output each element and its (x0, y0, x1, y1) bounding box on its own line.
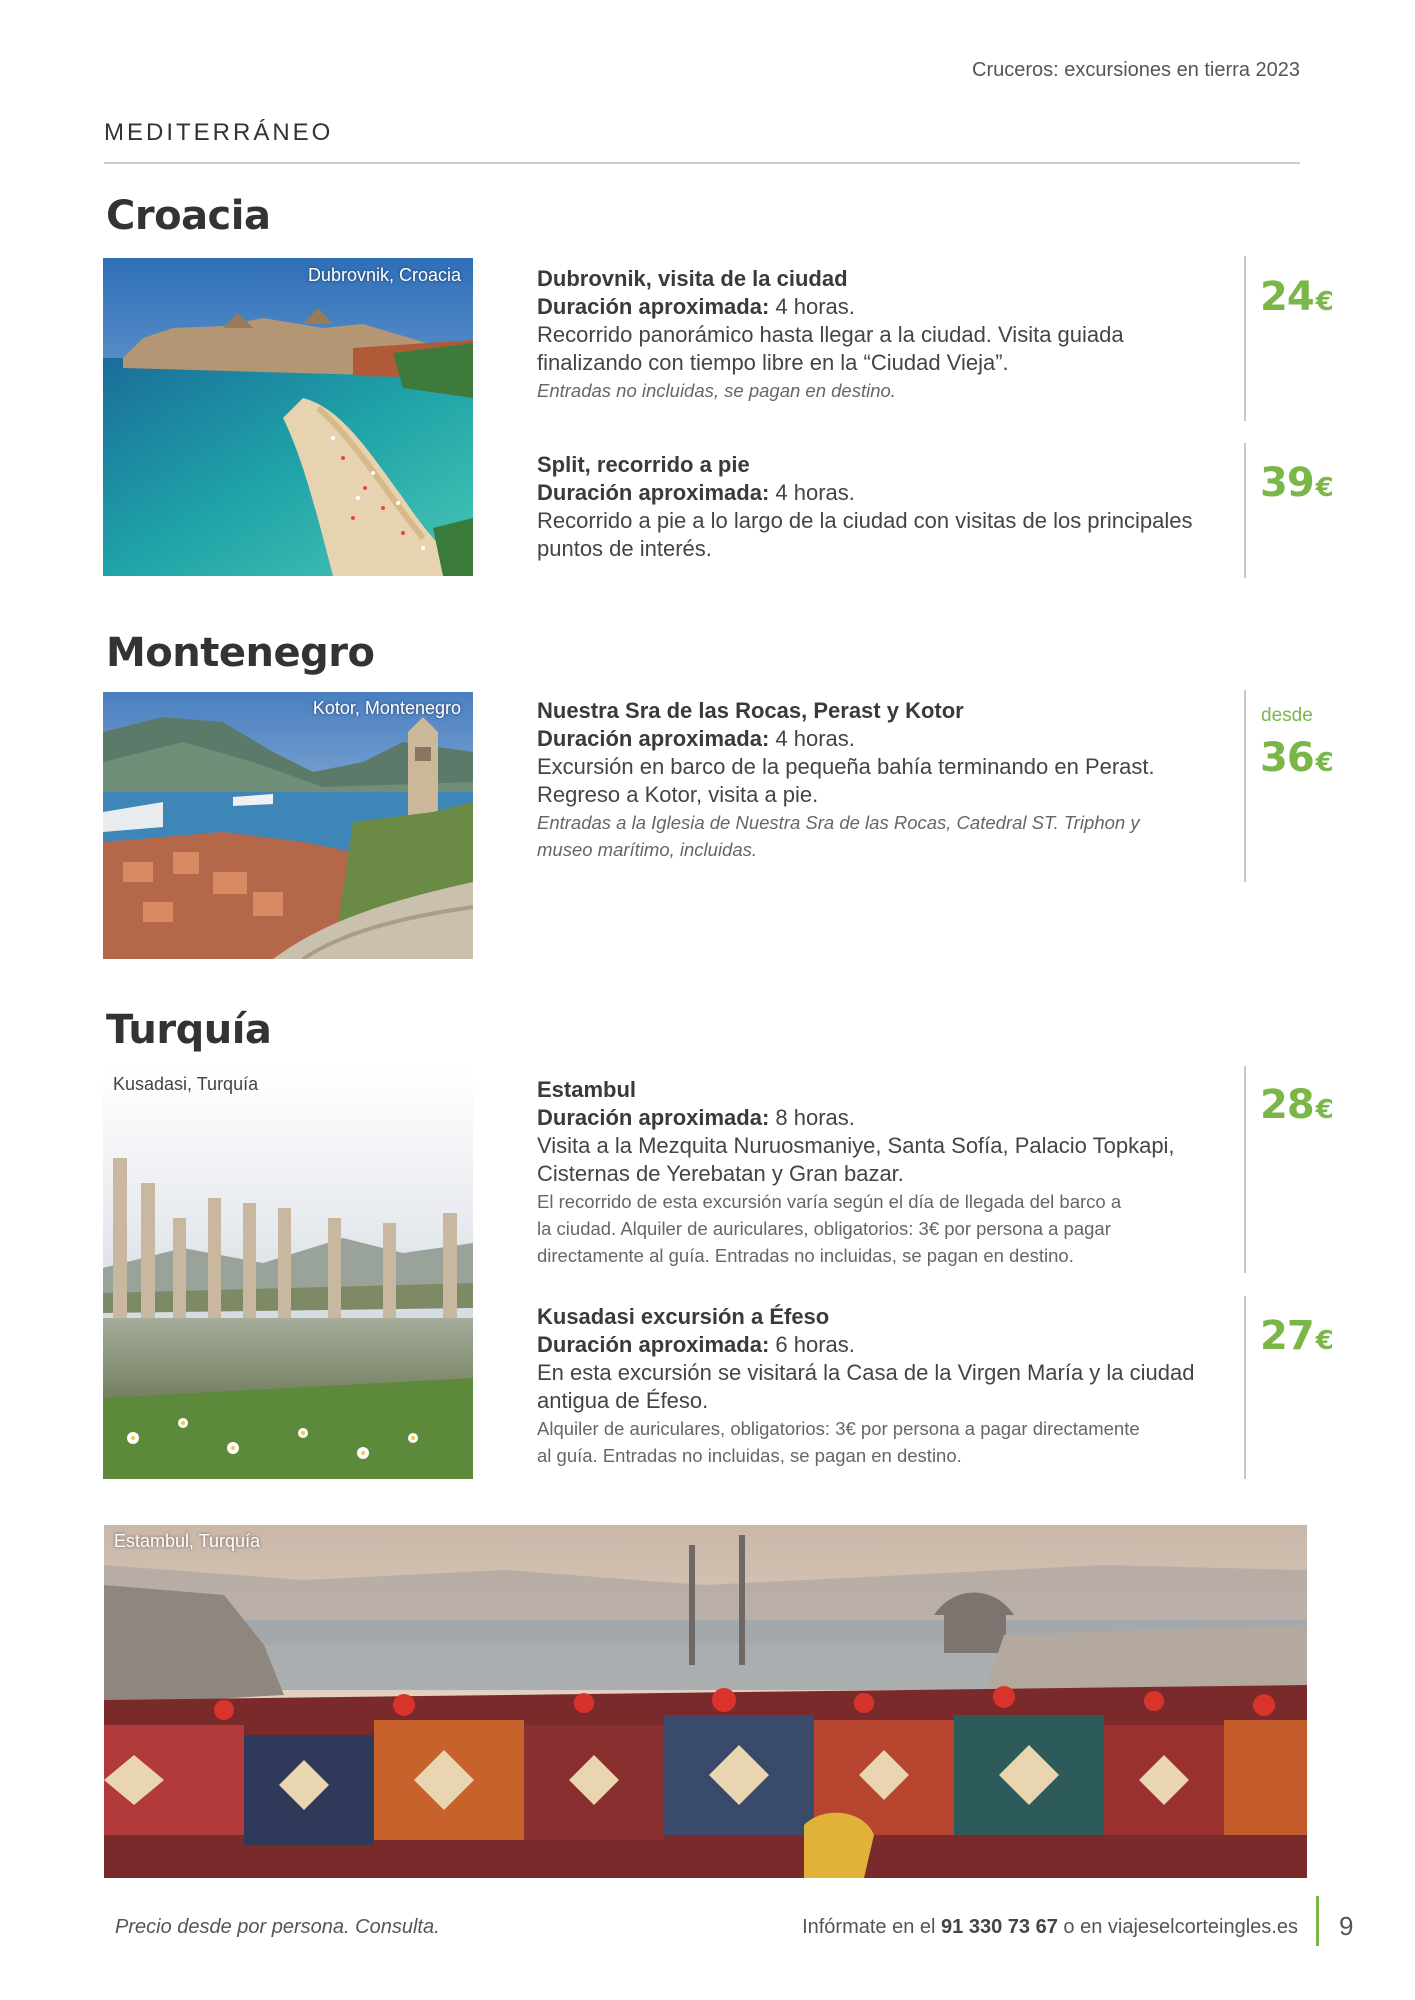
excursion-note-line: museo marítimo, incluidas. (537, 839, 758, 860)
price-currency: € (1315, 1095, 1333, 1125)
excursion-duration (537, 725, 1237, 753)
page-number: 9 (1339, 1911, 1354, 1941)
excursion-note-line: directamente al guía. Entradas no incluidas, se pagan en destino. (537, 1245, 1074, 1266)
price-value: 39 (1260, 460, 1314, 506)
photo-kusadasi (103, 1068, 473, 1479)
photo-kotor-illustration (103, 692, 473, 959)
excursion-description-line: Recorrido panorámico hasta llegar a la ciudad. Visita guiada (537, 322, 1124, 347)
excursion-note-line: Alquiler de auriculares, obligatorios: 3€ por persona a pagar directamente (537, 1418, 1140, 1439)
excursion-title: Dubrovnik, visita de la ciudad (537, 266, 848, 291)
price-estambul (1260, 1082, 1333, 1128)
excursion-description-line: En esta excursión se visitará la Casa de la Virgen María y la ciudad (537, 1360, 1195, 1385)
price-value: 27 (1260, 1313, 1314, 1359)
photo-caption-kotor: Kotor, Montenegro (312, 698, 461, 718)
excursion-split (537, 451, 1237, 563)
excursion-dubrovnik (537, 265, 1237, 404)
excursion-note-line: Entradas no incluidas, se pagan en destino. (537, 380, 896, 401)
price-divider (1244, 443, 1246, 578)
duration-label: Duración aproximada: (537, 480, 770, 505)
banner-photo-illustration (104, 1525, 1307, 1878)
excursion-note-line: Entradas a la Iglesia de Nuestra Sra de las Rocas, Catedral ST. Triphon y (537, 812, 1140, 833)
excursion-duration (537, 293, 1237, 321)
excursion-description-line: antigua de Éfeso. (537, 1388, 709, 1413)
price-divider (1244, 256, 1246, 421)
photo-caption-dubrovnik: Dubrovnik, Croacia (307, 265, 461, 285)
excursion-estambul (537, 1076, 1237, 1269)
document-header-title: Cruceros: excursiones en tierra 2023 (972, 59, 1300, 81)
footer-contact (802, 1916, 1298, 1939)
excursion-description-line: Visita a la Mezquita Nuruosmaniye, Santa Sofía, Palacio Topkapi, (537, 1133, 1175, 1158)
price-perast-kotor (1260, 735, 1333, 781)
excursion-title: Nuestra Sra de las Rocas, Perast y Kotor (537, 698, 964, 723)
country-heading-montenegro: Montenegro (106, 630, 375, 676)
price-value: 36 (1260, 735, 1314, 781)
excursion-note-line: la ciudad. Alquiler de auriculares, obligatorios: 3€ por persona a pagar (537, 1218, 1111, 1239)
duration-value: 4 horas. (775, 480, 855, 505)
duration-label: Duración aproximada: (537, 726, 770, 751)
banner-photo-estambul (104, 1525, 1307, 1878)
photo-dubrovnik-illustration (103, 258, 473, 576)
excursion-description-line: finalizando con tiempo libre en la “Ciudad Vieja”. (537, 350, 1009, 375)
duration-value: 4 horas. (775, 726, 855, 751)
price-dubrovnik (1260, 274, 1333, 320)
price-currency: € (1315, 287, 1333, 317)
excursion-note-line: El recorrido de esta excursión varía según el día de llegada del barco a (537, 1191, 1122, 1212)
excursion-title: Kusadasi excursión a Éfeso (537, 1304, 830, 1329)
price-split (1260, 460, 1333, 506)
footer-info-mid: o en (1063, 1916, 1103, 1938)
price-value: 28 (1260, 1082, 1314, 1128)
price-value: 24 (1260, 274, 1314, 320)
price-prefix-desde: desde (1261, 705, 1313, 726)
excursion-perast-kotor (537, 697, 1237, 863)
photo-dubrovnik (103, 258, 473, 576)
photo-caption-kusadasi: Kusadasi, Turquía (113, 1074, 259, 1094)
price-divider (1244, 690, 1246, 882)
footer-website-link[interactable]: viajeselcorteingles.es (1107, 1916, 1298, 1938)
price-currency: € (1315, 748, 1333, 778)
price-divider (1244, 1066, 1246, 1273)
price-currency: € (1315, 1326, 1333, 1356)
excursion-description-line: puntos de interés. (537, 536, 712, 561)
duration-label: Duración aproximada: (537, 1105, 770, 1130)
excursion-description-line: Excursión en barco de la pequeña bahía terminando en Perast. (537, 754, 1155, 779)
section-label: MEDITERRÁNEO (104, 119, 334, 146)
duration-label: Duración aproximada: (537, 294, 770, 319)
country-heading-croacia: Croacia (106, 193, 271, 239)
photo-kusadasi-illustration (103, 1068, 473, 1479)
price-currency: € (1315, 473, 1333, 503)
duration-label: Duración aproximada: (537, 1332, 770, 1357)
duration-value: 4 horas. (775, 294, 855, 319)
excursion-duration (537, 1104, 1237, 1132)
duration-value: 8 horas. (775, 1105, 855, 1130)
excursion-description-line: Regreso a Kotor, visita a pie. (537, 782, 819, 807)
footer-accent-bar (1316, 1896, 1319, 1946)
excursion-duration (537, 1331, 1237, 1359)
excursion-title: Estambul (537, 1077, 637, 1102)
footer-price-note: Precio desde por persona. Consulta. (115, 1916, 440, 1938)
excursion-description-line: Recorrido a pie a lo largo de la ciudad con visitas de los principales (537, 508, 1193, 533)
footer-phone[interactable]: 91 330 73 67 (941, 1916, 1058, 1938)
excursion-duration (537, 479, 1237, 507)
excursion-note-line: al guía. Entradas no incluidas, se pagan en destino. (537, 1445, 962, 1466)
country-heading-turquia: Turquía (106, 1007, 272, 1053)
excursion-title: Split, recorrido a pie (537, 452, 750, 477)
excursion-efeso (537, 1303, 1237, 1469)
footer-info-prefix: Infórmate en el (802, 1916, 936, 1938)
banner-caption: Estambul, Turquía (114, 1531, 261, 1551)
header-divider (104, 162, 1300, 164)
photo-kotor (103, 692, 473, 959)
duration-value: 6 horas. (775, 1332, 855, 1357)
price-efeso (1260, 1313, 1333, 1359)
price-divider (1244, 1296, 1246, 1479)
excursion-description-line: Cisternas de Yerebatan y Gran bazar. (537, 1161, 904, 1186)
